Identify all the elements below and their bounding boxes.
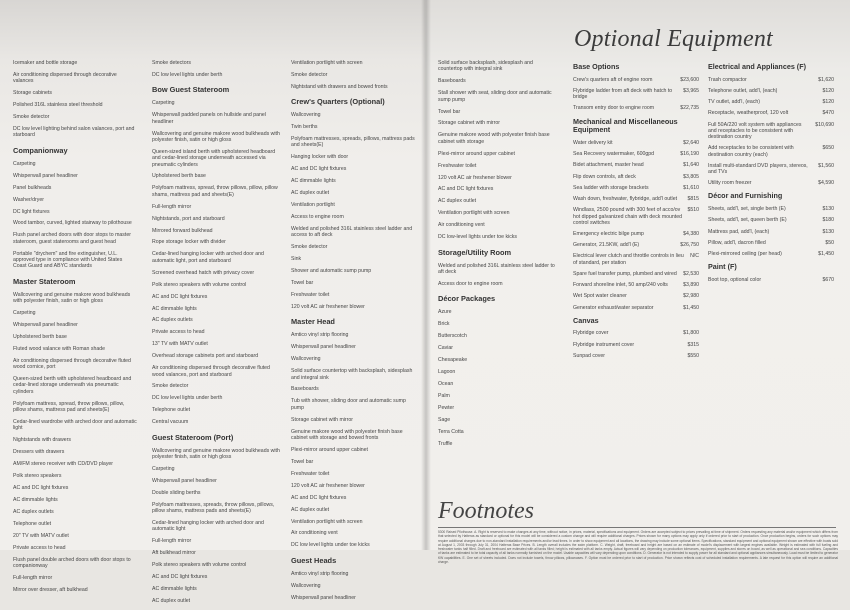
list-item: Mirrored forward bulkhead <box>152 227 213 234</box>
option-row <box>708 122 834 141</box>
list-item: DC low-level lights under toe kicks <box>438 234 517 241</box>
option-price: $1,560 <box>818 162 834 169</box>
option-label: Transom entry door to engine room <box>573 105 655 112</box>
list-item: Smoke detector <box>152 383 189 390</box>
option-row <box>708 277 834 283</box>
list-item: Chesapeake <box>438 357 468 363</box>
list-item: AC and DC light fixtures <box>291 166 347 173</box>
list-item: Wallcovering and genuine makore wood bulkheads with polyester finish, satin or high gloss <box>152 130 280 143</box>
column-3 <box>291 60 420 607</box>
option-row <box>708 110 834 116</box>
list-item: Ocean <box>438 380 454 387</box>
option-label: Add receptacles to be consistent with destination country (each) <box>708 145 794 158</box>
column-2 <box>152 60 282 610</box>
list-item: Rope storage locker with divider <box>152 239 226 246</box>
list-item: Private access to head <box>13 544 66 551</box>
list-item: AC duplex outlets <box>13 508 54 515</box>
option-label: Spare fuel transfer pump, plumbed and wired <box>573 270 677 277</box>
option-label: Windlass, 2500 pound with 300 feet of acco/ov hot dipped galvanized chain with deck mounted control switches <box>573 207 683 226</box>
list-item: Access to engine room <box>291 214 344 221</box>
list-item: Smoke detector <box>13 114 50 121</box>
list-item: Polyfoam mattress, spread, throw pillows, pillow, pillow shams, mattress pad and sheets(E) <box>13 400 125 413</box>
section-heading-guest-stateroom-port: Guest Stateroom (Port) <box>152 432 234 442</box>
list-item: Air conditioning dispersed through decorative fluted wood valances, port and starboard <box>152 365 270 378</box>
option-label: Pillow, add'l, dacron filled <box>708 239 766 246</box>
list-item: Tub with shower, sliding door and automatic sump pump <box>291 398 406 411</box>
option-row <box>708 206 834 212</box>
list-item: Twin berths <box>291 124 318 131</box>
list-item: Plexi-mirror around upper cabinet <box>291 446 368 453</box>
option-label: Mattress pad, add'l, (each) <box>708 228 770 235</box>
option-price: $3,965 <box>683 87 699 94</box>
list-item: Carpeting <box>152 465 175 472</box>
list-item: Whisperwall panel headliner <box>291 594 356 601</box>
option-heading-base-options: Base Options <box>573 62 620 71</box>
option-label: Emergency electric bilge pump <box>573 230 644 237</box>
option-row <box>573 271 699 277</box>
list-item: Upholstered berth base <box>152 173 206 180</box>
option-price: $22,735 <box>680 105 699 112</box>
list-item: Welded and polished 316L stainless steel ladder and access to aft deck <box>291 226 413 239</box>
list-item: Nightstands with drawers <box>13 437 71 444</box>
list-item: Ventilation portlight with screen <box>291 518 363 525</box>
option-price: $1,640 <box>683 162 699 169</box>
list-item: Mirror over dresser, aft bulkhead <box>13 586 88 593</box>
option-row <box>708 251 834 257</box>
option-price: $180 <box>822 217 834 224</box>
option-row <box>573 185 699 191</box>
section-heading-d-cor-packages: Décor Packages <box>438 294 496 304</box>
list-item: AC dimmable lights <box>152 305 197 312</box>
list-item: Wallcovering <box>291 112 321 119</box>
option-row <box>573 88 699 100</box>
option-price: $1,610 <box>683 184 699 191</box>
option-label: Telephone outlet, add'l, (each) <box>708 87 778 94</box>
list-item: Nightstand with drawers and bowed fronts <box>291 83 388 90</box>
option-price: $670 <box>822 276 834 283</box>
list-item: Whisperwall panel headliner <box>13 321 78 328</box>
option-heading-electrical-and-appliances-f: Electrical and Appliances (F) <box>708 62 806 71</box>
list-item: Freshwater toilet <box>438 162 477 169</box>
list-item: Air conditioning dispersed through decorative fluted wood cornice, port <box>13 357 131 371</box>
option-label: Wash down, freshwater, flybridge, add'l outlet <box>573 196 678 203</box>
list-item: Flush panel arched doors with door stops to master stateroom, guest staterooms and guest head <box>13 232 131 245</box>
list-item: Whisperwall padded panels on hullside and panel headliner <box>152 112 266 125</box>
list-item: Fluted wood valance with Roman shade <box>13 345 105 352</box>
option-price: $650 <box>822 145 834 152</box>
list-item: AC dimmable lights <box>291 178 336 185</box>
list-item: Air conditioning vent <box>438 222 485 229</box>
list-item: Stall shower with seat, sliding door and automatic sump pump <box>438 90 552 103</box>
options-table-left <box>573 63 699 364</box>
list-item: DC low level lighting behind salon valances, port and starboard <box>13 126 135 139</box>
list-item: Pewter <box>438 404 455 411</box>
list-item: Queen-sized berth with upholstered headboard and cedar-lined storage underneath via pneumatic cylinders <box>13 376 132 395</box>
option-label: Bidet attachment, master head <box>573 162 644 169</box>
option-label: Trash compactor <box>708 76 747 83</box>
list-item: Genuine makore wood with polyester finish base cabinet with storage and bowed fronts <box>291 428 403 441</box>
option-price: $2,980 <box>683 293 699 300</box>
list-item: Sage <box>438 416 451 423</box>
option-price: $1,450 <box>683 304 699 311</box>
list-item: Polyfoam mattress, spread, throw pillows, pillow, pillow shams, mattress pad and sheets(E) <box>152 185 278 198</box>
option-row <box>573 105 699 111</box>
option-label: Electrical lever clutch and throttle controls in lieu of standard, per station <box>573 253 684 266</box>
list-item: Queen-sized island berth with upholstered headboard and cedar-lined storage underneath accessed via pneumatic cylinders <box>152 148 276 168</box>
list-item: 20" TV with MATV outlet <box>13 532 69 539</box>
list-item: Carpeting <box>152 100 175 107</box>
list-item: Ventilation portlight with screen <box>438 210 510 217</box>
list-item: Brick <box>438 321 450 328</box>
list-item: AC and DC light fixtures <box>152 293 208 300</box>
list-item: Genuine makore wood with polyester finish base cabinet with storage <box>438 132 550 145</box>
option-price: $23,600 <box>680 76 699 83</box>
section-heading-companionway: Companionway <box>13 145 68 155</box>
option-row <box>708 99 834 105</box>
list-item: AC and DC light fixtures <box>291 494 347 501</box>
option-label: Sheets, add'l, set, single berth (E) <box>708 206 786 213</box>
list-item: Panel bulkheads <box>13 184 52 191</box>
option-price: $815 <box>687 196 699 203</box>
option-price: $1,800 <box>683 330 699 337</box>
option-label: Forward shoreline inlet, 50 amp/240 volts <box>573 282 668 289</box>
option-price: $120 <box>822 99 834 106</box>
list-item: Telephone outlet <box>152 407 191 414</box>
option-label: Flybridge ladder from aft deck with hatch to bridge <box>573 87 673 101</box>
list-item: Carpeting <box>13 310 36 316</box>
option-row <box>708 88 834 94</box>
option-label: Sea Recovery watermaker, 600gpd <box>573 151 655 158</box>
list-item: Private access to head <box>152 329 205 336</box>
list-item: Amtico vinyl strip flooring <box>291 332 349 339</box>
option-label: Crew's quarters aft of engine room <box>573 76 653 83</box>
option-price: $4,380 <box>683 230 699 237</box>
list-item: Central vacuum <box>152 419 189 426</box>
option-label: Sea ladder with storage brackets <box>573 184 649 191</box>
list-item: AC and DC light fixtures <box>438 186 494 193</box>
option-row <box>573 140 699 146</box>
list-item: Portable "drychem" and fire extinguisher, U.L. approved type in compliance with United States Coast Guard and ABYC standards <box>13 250 123 270</box>
optional-equipment-title: Optional Equipment <box>574 26 773 52</box>
option-label: Sunpad cover <box>573 352 606 359</box>
option-label: Water delivery kit <box>573 139 613 146</box>
option-heading-mechanical-and-miscellaneous-equipment: Mechanical and Miscellaneous Equipment <box>573 116 678 135</box>
option-price: $3,805 <box>683 173 699 180</box>
options-table-right <box>708 63 834 288</box>
page-gutter <box>421 0 431 550</box>
option-row <box>573 207 699 226</box>
section-heading-crew-s-quarters-optional: Crew's Quarters (Optional) <box>291 97 385 107</box>
option-heading-canvas: Canvas <box>573 315 599 325</box>
list-item: Screened overhead hatch with privacy cover <box>152 269 255 276</box>
list-item: AC and DC light fixtures <box>152 574 208 581</box>
list-item: Flush panel double arched doors with door stops to companionway <box>13 556 131 569</box>
list-item: Polk stereo speakers with volume control <box>152 281 247 288</box>
option-row <box>573 305 699 311</box>
list-item: AC duplex outlet <box>291 506 330 513</box>
list-item: Baseboards <box>291 386 319 393</box>
list-item: 13" TV with MATV outlet <box>152 341 208 348</box>
list-item: Access door to engine room <box>438 280 503 287</box>
list-item: Solid surface backsplash, sidesplash and countertop with integral sink <box>438 60 533 73</box>
list-item: Storage cabinets <box>13 90 52 97</box>
list-item: 120 volt AC air freshener blower <box>291 304 365 310</box>
list-item: Polyfoam mattresses, spreads, throw pillows, pillows, pillow shams, mattress pads and sheets(E) <box>152 501 275 515</box>
list-item: Nightstands, port and starboard <box>152 215 225 222</box>
option-price: $1,450 <box>818 251 834 258</box>
option-row <box>573 174 699 180</box>
list-item: Freshwater toilet <box>291 292 330 299</box>
option-price: $510 <box>687 207 699 214</box>
list-item: Freshwater toilet <box>291 470 330 477</box>
option-row <box>573 77 699 83</box>
list-item: Upholstered berth base <box>13 333 67 340</box>
list-item: Storage cabinet with mirror <box>438 120 500 127</box>
list-item: DC low level lights under berth <box>152 71 223 78</box>
option-row <box>573 242 699 248</box>
list-item: Full-length mirror <box>152 203 192 210</box>
option-label: Wet Spot water cleaner <box>573 293 627 300</box>
option-price: $50 <box>825 239 834 246</box>
option-row <box>573 196 699 202</box>
section-heading-master-stateroom: Master Stateroom <box>13 276 76 286</box>
option-label: Flybridge instrument cover <box>573 341 635 348</box>
option-label: Flip down controls, aft deck <box>573 173 636 180</box>
option-label: Install multi-standard DVD players, stereos, and TVs <box>708 162 808 175</box>
option-price: $470 <box>822 110 834 117</box>
option-row <box>573 282 699 288</box>
left-page <box>0 0 425 604</box>
option-label: Generator, 21.5KW, add'l (E) <box>573 242 640 249</box>
option-price: $550 <box>687 352 699 359</box>
list-item: Palm <box>438 392 450 399</box>
list-item: AC duplex outlet <box>438 198 477 205</box>
option-price: N/C <box>690 253 699 260</box>
option-price: $2,530 <box>683 270 699 277</box>
list-item: Wallcovering and genuine makore wood bulkheads with polyester finish, satin or high gloss <box>13 291 131 305</box>
option-row <box>573 151 699 157</box>
list-item: Smoke detector <box>291 244 328 251</box>
list-item: Polk stereo speakers with volume control <box>152 562 247 569</box>
list-item: Cedar-lined hanging locker with arched door and automatic light, port and starboard <box>152 251 264 264</box>
list-item: Polished 316L stainless steel threshold <box>13 102 103 109</box>
option-price: $120 <box>822 87 834 94</box>
list-item: Storage cabinet with mirror <box>291 416 353 423</box>
option-row <box>708 145 834 157</box>
option-label: Sheets, add'l, set, queen berth (E) <box>708 217 787 224</box>
option-price: $130 <box>822 228 834 235</box>
option-row <box>573 162 699 168</box>
list-item: Shower and automatic sump pump <box>291 268 372 275</box>
footnotes-divider <box>438 527 836 528</box>
footnotes-title: Footnotes <box>438 498 534 524</box>
option-label: Generator exhaust/water separator <box>573 304 654 311</box>
option-label: Boot top, optional color <box>708 276 762 283</box>
list-item: AC and DC light fixtures <box>13 484 69 491</box>
list-item: Whisperwall panel headliner <box>152 477 217 484</box>
option-row <box>573 330 699 336</box>
list-item: Sink <box>291 256 302 263</box>
list-item: DC low level lights under berth <box>152 395 223 402</box>
option-label: Plexi-mirrored ceiling (per head) <box>708 251 782 258</box>
list-item: DC light fixtures <box>13 208 50 215</box>
list-item: Caviar <box>438 345 453 352</box>
list-item: Smoke detector <box>291 71 328 78</box>
list-item: Terra Cotta <box>438 428 464 435</box>
option-row <box>708 180 834 186</box>
list-item: Amtico vinyl strip flooring <box>291 570 349 577</box>
list-item: DC low level lights under toe kicks <box>291 542 370 549</box>
option-price: $3,890 <box>683 282 699 289</box>
section-heading-bow-guest-stateroom: Bow Guest Stateroom <box>152 85 230 95</box>
list-item: Polk stereo speakers <box>13 473 62 480</box>
list-item: Carpeting <box>13 160 36 167</box>
option-row <box>708 217 834 223</box>
list-item: Hanging locker with door <box>291 154 349 161</box>
list-item: Azure <box>438 309 452 316</box>
option-heading-paint-f: Paint (F) <box>708 262 737 272</box>
list-item: AM/FM stereo receiver with CD/DVD player <box>13 461 114 468</box>
option-row <box>708 163 834 175</box>
footnotes-text: 5300 Raised Pilothouse. A. Right is reserved to make changes at any time, without notice, in prices, material, specifications and equipment. Orders are accepted subject to prices prevailing at time of shipment. Orders requesting any material and/or equipment which differs from that selected by Hatteras as standard or optional for this model will be considered a custom change and will require additional charges. Prices shown for many options may apply only if ordered prior to start of production. Once production begins, orders for such options may require additional charges due to non-standard installation requirements and/or lead times. In order to show equipment and all locations, the drawing may include some optional items. Specifications, standard equipment and optional equipment shown are effective with boats sold at August 1, 2003 through July 31, 2004 Hatteras Base Prices. B. Length overall includes the swim platform. C. Weight, draft, freeboard and height are based on an estimate of model's displacement with largest engines available. Weight is estimated with full fueling and freshwater tanks half filled. Draft and freeboard are estimated with all tanks filled; height is estimated with all tanks empty. Actual figures will vary depending on production tolerances, equipment, supplies and stores on board, as well as operational and sea conditions. Capacities of tanks are estimated to be total capacity of all tanks normally furnished on the model. Usable capacities will vary depending upon conditions. D. Generator is not intended to supply power for all standard and optional appliances simultaneously. Load must be limited to generator KW capabilities. E. One set of sheets included. Does not include towels, throw pillows, pillowcases. F. Option must be ordered prior to start of production. Price shown reflects cost of scheduled installation requirements. A late request for this option will require an additional charge. <box>438 530 838 564</box>
option-label: Utility room freezer <box>708 180 752 187</box>
list-item: Baseboards <box>438 78 466 85</box>
column-1 <box>13 60 137 599</box>
list-item: Wood tambor, curved, lighted stairway to pilothouse <box>13 220 132 227</box>
option-row <box>573 253 699 265</box>
list-item: Towel bar <box>438 108 461 115</box>
section-heading-storage-utility-room: Storage/Utility Room <box>438 247 512 257</box>
list-item: Icemaker and bottle storage <box>13 60 78 66</box>
option-label: Receptacle, weatherproof, 120 volt <box>708 110 789 117</box>
option-row <box>573 342 699 348</box>
list-item: Wallcovering <box>291 356 321 363</box>
list-item: Double sliding berths <box>152 489 201 496</box>
column-4 <box>438 60 555 453</box>
list-item: Washer/dryer <box>13 196 44 203</box>
list-item: AC dimmable lights <box>152 586 197 593</box>
option-price: $315 <box>687 341 699 348</box>
option-price: $10,690 <box>815 121 834 128</box>
section-heading-guest-heads: Guest Heads <box>291 555 337 565</box>
list-item: Cedar-lined wardrobe with arched door and automatic light <box>13 418 137 432</box>
list-item: Lagoon <box>438 368 456 375</box>
list-item: Towel bar <box>291 458 314 465</box>
option-price: $26,750 <box>680 242 699 249</box>
option-label: Full 50A/220 volt system with appliances and receptacles to be consistent with destination country <box>708 121 802 141</box>
option-price: $1,620 <box>818 76 834 83</box>
option-label: Flybridge cover <box>573 330 609 337</box>
list-item: Full-length mirror <box>13 574 53 581</box>
list-item: AC duplex outlets <box>152 317 193 324</box>
list-item: Solid surface countertop with backsplash, sidesplash and integral sink <box>291 368 413 381</box>
list-item: Aft bulkhead mirror <box>152 550 196 557</box>
list-item: Telephone outlet <box>13 520 52 527</box>
list-item: Ventilation portlight <box>291 202 335 209</box>
option-price: $4,590 <box>818 180 834 187</box>
option-row <box>708 77 834 83</box>
list-item: Truffle <box>438 440 453 447</box>
option-heading-d-cor-and-furnishing: Décor and Furnishing <box>708 191 783 201</box>
list-item: AC dimmable lights <box>13 496 58 503</box>
list-item: Dressers with drawers <box>13 449 65 456</box>
option-row <box>708 240 834 246</box>
list-item: Plexi-mirror around upper cabinet <box>438 150 515 157</box>
option-row <box>573 231 699 237</box>
list-item: Polyfoam mattresses, spreads, pillows, mattress pads and sheets(E) <box>291 136 415 149</box>
list-item: Wallcovering and genuine makore wood bulkheads with polyester finish, satin or high gloss <box>152 447 280 460</box>
list-item: Air conditioning vent <box>291 530 338 537</box>
option-price: $2,640 <box>683 139 699 146</box>
list-item: Air conditioning dispersed through decorative valances <box>13 71 117 85</box>
list-item: Whisperwall panel headliner <box>291 344 356 351</box>
option-row <box>573 353 699 359</box>
list-item: Welded and polished 316L stainless steel ladder to aft deck <box>438 262 555 275</box>
list-item: Ventilation portlight with screen <box>291 60 363 66</box>
list-item: Smoke detectors <box>152 60 191 66</box>
list-item: Overhead storage cabinets port and starboard <box>152 353 259 360</box>
list-item: Whisperwall panel headliner <box>13 172 78 179</box>
option-row <box>573 293 699 299</box>
list-item: 120 volt AC air freshener blower <box>291 482 365 489</box>
option-price: $16,190 <box>680 151 699 158</box>
section-heading-master-head: Master Head <box>291 317 335 327</box>
list-item: Wallcovering <box>291 582 321 589</box>
option-label: TV outlet, add'l, (each) <box>708 99 761 106</box>
list-item: Cedar-lined hanging locker with arched door and automatic light <box>152 520 264 533</box>
list-item: AC duplex outlet <box>152 598 191 604</box>
list-item: Butterscotch <box>438 333 467 340</box>
list-item: Full-length mirror <box>152 538 192 545</box>
option-row <box>708 229 834 235</box>
list-item: Towel bar <box>291 280 314 287</box>
option-price: $130 <box>822 206 834 213</box>
list-item: 120 volt AC air freshener blower <box>438 174 512 181</box>
list-item: AC duplex outlet <box>291 190 330 197</box>
